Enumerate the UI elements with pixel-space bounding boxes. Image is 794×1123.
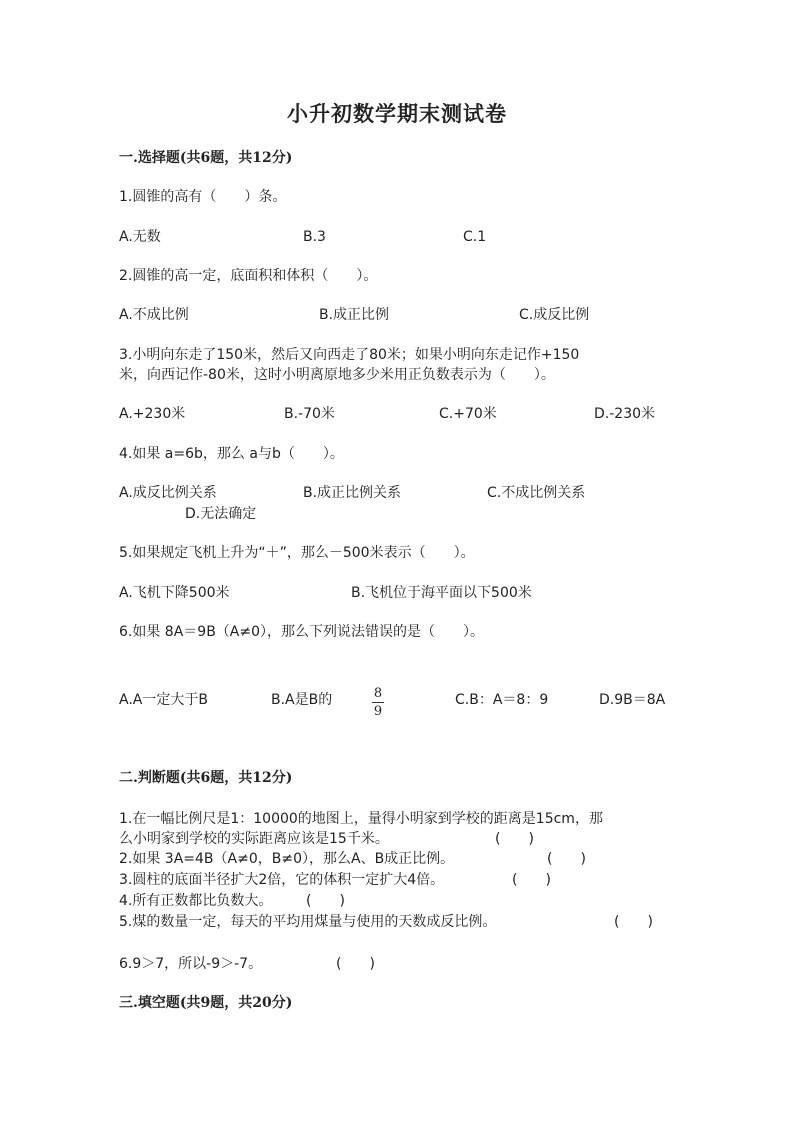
question-2-option-a: A.不成比例 [119, 307, 189, 323]
question-4-option-a: A.成反比例关系 [119, 485, 217, 501]
question-1-stem: 1.圆锥的高有（ ）条。 [119, 189, 287, 205]
question-6-option-a: A.A一定大于B [119, 692, 208, 708]
question-5-stem: 5.如果规定飞机上升为“＋”，那么－500米表示（ ）。 [119, 545, 475, 561]
judgement-1-line2: 么小明家到学校的实际距离应该是15千米。 [119, 831, 389, 847]
question-3-option-a: A.+230米 [119, 406, 186, 422]
fraction-numerator: 8 [373, 686, 383, 701]
fraction-denominator: 9 [373, 704, 383, 719]
judgement-5-answer-paren: ( ) [614, 914, 653, 930]
question-6-fraction [370, 686, 386, 719]
judgement-3: 3.圆柱的底面半径扩大2倍，它的体积一定扩大4倍。 [119, 872, 445, 888]
question-3-option-d: D.-230米 [594, 406, 656, 422]
question-4-option-c: C.不成比例关系 [487, 485, 586, 501]
question-5-option-b: B.飞机位于海平面以下500米 [351, 585, 532, 601]
judgement-2: 2.如果 3A=4B（A≠0，B≠0），那么A、B成正比例。 [119, 851, 455, 867]
section-heading-judgement: 二.判断题(共6题，共12分) [119, 770, 293, 786]
judgement-4: 4.所有正数都比负数大。 [119, 893, 273, 909]
section-heading-fill-in: 三.填空题(共9题，共20分) [119, 995, 293, 1011]
question-3-option-c: C.+70米 [439, 406, 497, 422]
question-2-stem: 2.圆锥的高一定，底面积和体积（ ）。 [119, 268, 378, 284]
judgement-1-answer-paren: ( ) [495, 831, 534, 847]
question-1-option-a: A.无数 [119, 229, 161, 245]
judgement-2-answer-paren: ( ) [547, 851, 586, 867]
question-2-option-c: C.成反比例 [519, 307, 590, 323]
question-2-option-b: B.成正比例 [319, 307, 390, 323]
section-heading-choice: 一.选择题(共6题，共12分) [119, 150, 293, 166]
question-5-option-a: A.飞机下降500米 [119, 585, 230, 601]
judgement-3-answer-paren: ( ) [512, 872, 551, 888]
judgement-6-answer-paren: ( ) [336, 956, 375, 972]
question-1-option-c: C.1 [463, 229, 487, 245]
question-6-stem: 6.如果 8A＝9B（A≠0），那么下列说法错误的是（ ）。 [119, 624, 485, 640]
question-4-option-d: D.无法确定 [185, 506, 257, 522]
question-6-option-d: D.9B＝8A [599, 692, 666, 708]
question-3-stem-line2: 米，向西记作-80米，这时小明离原地多少米用正负数表示为（ ）。 [119, 367, 555, 383]
judgement-6: 6.9＞7，所以-9＞-7。 [119, 956, 263, 972]
question-3-stem-line1: 3.小明向东走了150米，然后又向西走了80米；如果小明向东走记作+150 [119, 347, 580, 363]
question-4-option-b: B.成正比例关系 [303, 485, 402, 501]
question-6-option-c: C.B：A＝8：9 [455, 692, 549, 708]
judgement-4-answer-paren: ( ) [306, 893, 345, 909]
question-3-option-b: B.-70米 [284, 406, 335, 422]
judgement-5: 5.煤的数量一定，每天的平均用煤量与使用的天数成反比例。 [119, 914, 497, 930]
question-4-stem: 4.如果 a=6b，那么 a与b（ ）。 [119, 446, 344, 462]
judgement-1-line1: 1.在一幅比例尺是1：10000的地图上，量得小明家到学校的距离是15cm，那 [119, 811, 603, 827]
question-6-option-b: B.A是B的 [271, 692, 333, 708]
question-1-option-b: B.3 [303, 229, 326, 245]
fraction-bar [372, 702, 384, 703]
page-title: 小升初数学期末测试卷 [287, 101, 507, 126]
